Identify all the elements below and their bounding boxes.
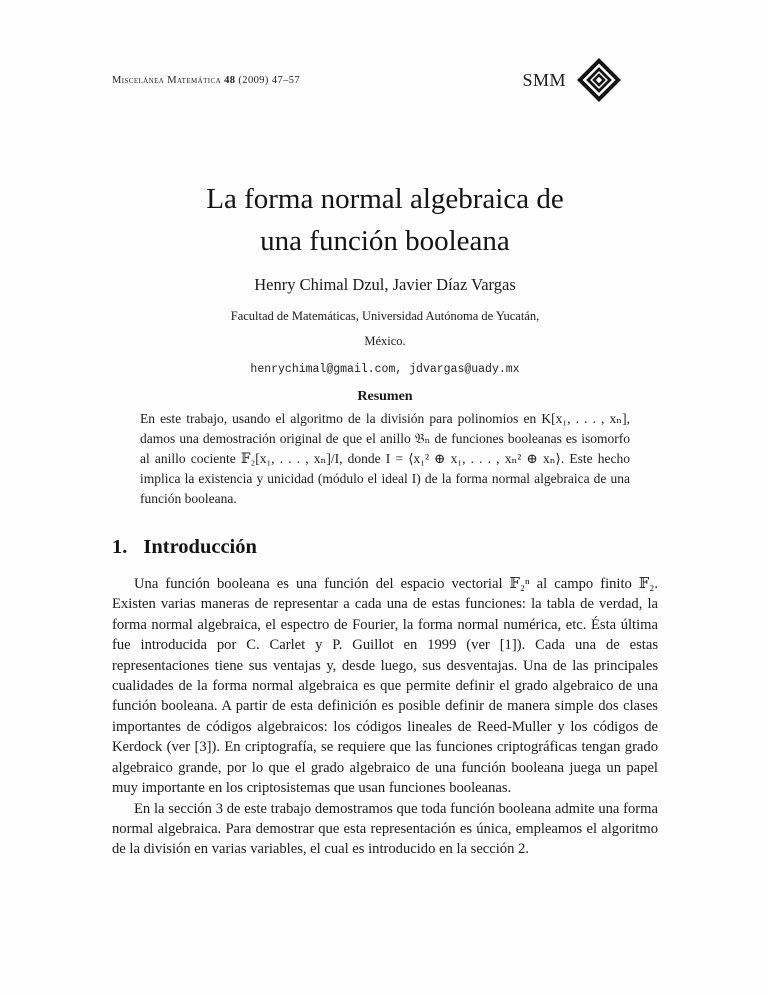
section-number: 1. [112, 535, 128, 558]
body-paragraph-2: En la sección 3 de este trabajo demostramos que toda función booleana admite una forma normal algebraica. Para demostrar que esta representación es única, empleamos el algoritmo de la división en varias variables, el cual es introducido en la sección 2. [112, 800, 658, 858]
authors: Henry Chimal Dzul, Javier Díaz Vargas [254, 275, 516, 295]
journal-issue-pages: (2009) 47–57 [238, 74, 301, 86]
paper-title-line1: La forma normal algebraica de [206, 183, 564, 215]
section-heading-introduccion [112, 536, 658, 559]
author-emails: henrychimal@gmail.com, jdvargas@uady.mx [250, 363, 520, 377]
society-mark [522, 57, 622, 103]
society-acronym: SMM [522, 69, 566, 90]
abstract-text: En este trabajo, usando el algoritmo de la división para polinomios en K[x₁, . . . , xₙ], damos una demostración original de que el anillo 𝔅ₙ de funciones booleanas es isomorfo al anillo cociente 𝔽₂[x₁, . . . , xₙ]/I, donde I = ⟨x₁² ⊕ x₁, . . . , xₙ² ⊕ xₙ⟩. Este hecho implica la existencia y unicidad (módulo el ideal I) de la forma normal algebraica de una función booleana. [140, 411, 630, 506]
abstract-heading: Resumen [357, 389, 413, 405]
section-title: Introducción [143, 535, 257, 558]
journal-name: Miscelánea Matemática [112, 74, 222, 86]
page-header [112, 56, 658, 104]
affiliation-line1: Facultad de Matemáticas, Universidad Autónoma de Yucatán, [230, 309, 540, 324]
body-paragraph-1: Una función booleana es una función del espacio vectorial 𝔽₂ⁿ al campo finito 𝔽₂. Existen varias maneras de representar a cada una de estas funciones: la tabla de verdad, la forma normal algebraica, el espectro de Fourier, la forma normal numérica, etc. Ésta última fue introducida por C. Carlet y P. Guillot en 1999 (ver [1]). Cada una de estas representaciones tiene sus ventajas y, desde luego, sus desventajas. Una de las principales cualidades de la forma normal algebraica es que permite definir el grado algebraico de una función booleana. A partir de esta definición es posible definir de manera simple dos clases importantes de códigos algebraicos: los códigos lineales de Reed-Muller y los códigos de Kerdock (ver [3]). En criptografía, se requiere que las funciones criptográficas tengan grado algebraico grande, por lo que el grado algebraico de una función booleana juega un papel muy importante en los criptosistemas que usan funciones booleanas. [112, 575, 658, 797]
journal-reference [112, 75, 300, 86]
page-content [112, 56, 658, 860]
smm-diamond-logo-icon [576, 57, 622, 103]
paper-title-line2: una función booleana [260, 225, 510, 258]
affiliation-line2: México. [364, 334, 406, 349]
journal-volume: 48 [224, 74, 236, 86]
paper-title [112, 178, 658, 262]
